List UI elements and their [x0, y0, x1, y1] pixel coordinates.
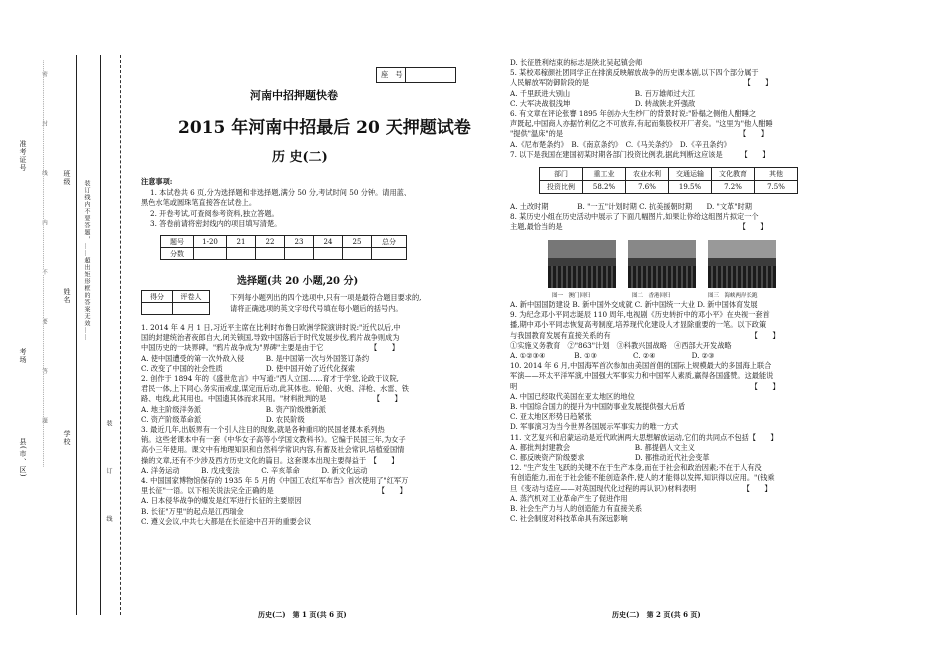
question-line: C. 大军决战很浅坤 D. 转战陕北歼强敌 — [510, 98, 696, 108]
question-line: 操的文章,还有不少涉及西方历史文化的篇目。这套课本出现主要得益于 【 】 — [141, 455, 399, 465]
question-line: 1. 2014 年 4 月 1 日,习近平主席在比利时布鲁日欧洲学院演讲时说:"近代以后,中 — [141, 323, 401, 332]
question-line: 人民解放军防御阶段的是 【 】 — [510, 78, 773, 88]
photo-caption: 图一 澳门回归 — [552, 293, 591, 299]
score-cell[interactable] — [343, 248, 372, 260]
notice-item: 黑色水笔或圆珠笔直接答在试卷上。 — [141, 198, 257, 207]
score-header: 题号 — [161, 236, 194, 248]
question-line: 明 【 】 — [510, 381, 780, 391]
question-line: C. 遵义会议,中共七大都是在长征途中召开的重要会议 — [141, 516, 312, 526]
question-line: A. 蒸汽机对工业革命产生了促进作用 — [510, 493, 628, 503]
binding-label-county: 县(市、区) — [19, 438, 27, 478]
question-line: 有创造能力,而在于社会能不能创造条件,使人的才能得以发挥,知识得以应用。"(钱乘 — [510, 473, 775, 483]
question-line: A. 中国已经取代美国在亚太地区的地位 — [510, 391, 635, 401]
question-line: ①实施义务教育 ②"863"计划 ③科教兴国战略 ④西部大开发战略 — [510, 340, 732, 350]
question-line: C. 都反映资产阶级要求 D. 都推动近代社会变革 — [510, 453, 710, 463]
invest-table — [539, 167, 798, 194]
question-line: 旦《变动与适应——对英国现代化过程的再认识》)材料表明 【 】 — [510, 483, 772, 493]
score-cell[interactable] — [314, 248, 343, 260]
question-line: 4. 中国国家博物馆保存的 1935 年 5 月的《中国工农红军布告》首次使用了"红军万 — [141, 476, 409, 486]
photo-hongkong-return — [628, 240, 696, 288]
photo-caption: 图三 海峡两岸长跑 — [708, 293, 758, 299]
binding-seal-note: ……密……………………封……………………线……………………内……………………不……………………要……………………答……………………题…………………… — [41, 60, 47, 467]
binding-mid-label: 装 订 线 — [105, 420, 112, 542]
score-header: 24 — [314, 236, 343, 248]
score-header: 21 — [227, 236, 256, 248]
page-title: 2015 年河南中招最后 20 天押题试卷 — [178, 118, 471, 138]
section-instruction: 下列每小题列出的四个选项中,只有一项是最符合题目要求的, — [230, 293, 422, 302]
binding-label-name: 姓名 — [63, 288, 71, 304]
invest-cell: 7.2% — [712, 181, 755, 194]
question-line: 军演——环太平洋军演,中国强大军事实力和中国军人素质,赢得各国盛赞。这最能说 — [510, 371, 774, 381]
score-table — [160, 235, 407, 260]
subject-title: 历 史(二) — [272, 150, 328, 165]
brand-title: 河南中招押题快卷 — [250, 89, 338, 102]
score-header: 总分 — [372, 236, 407, 248]
question-line: 中国历史的一块界碑。"鸦片战争成为"界碑"主要是由于它 【 】 — [141, 343, 399, 353]
score-header: 1-20 — [194, 236, 227, 248]
left-questions — [141, 323, 409, 527]
question-line: B. 长征"万里"的起点是江西瑞金 — [141, 506, 244, 516]
question-line: 10. 2014 年 6 月,中国海军首次参加由美国首倡的国际上规模最大的多国海上联合 — [510, 361, 772, 371]
score-header: 25 — [343, 236, 372, 248]
invest-cell: 投资比例 — [540, 181, 583, 194]
question-line: 11. 文艺复兴和启蒙运动是近代欧洲两大思想解放运动,它们的共同点不包括【 】 — [510, 432, 778, 442]
score-cell[interactable] — [372, 248, 407, 260]
question-line: 6. 有文章在评论张謇 1895 年创办大生纱厂的背景时说:"卧榻之侧他人酣睡之 — [510, 109, 757, 119]
binding-line-3 — [120, 55, 121, 615]
binding-label-school: 学校 — [63, 430, 71, 446]
question-line: A. 地主阶级洋务派 B. 资产阶级维新派 — [141, 404, 326, 414]
question-line: 声既起,中国商人亦据竹利亿之不可放弃,有起而集股权开厂者矣。"这里为"他人酣睡 — [510, 119, 773, 129]
score-header: 22 — [256, 236, 285, 248]
question-line: C. 改变了中国的社会性质 D. 使中国开始了近代化探索 — [141, 363, 355, 373]
question-line: C. 社会制度对科技革命具有深远影响 — [510, 514, 628, 524]
question-line: 销。这些老课本中有一套《中华女子高等小学国文教科书》。它编于民国三年,为女子 — [141, 435, 406, 445]
right-questions-top — [510, 58, 773, 160]
photo-cross-strait-run — [708, 240, 776, 288]
binding-instruction: 装订线内不要答题，……超出矩形框的答案无效…… — [83, 180, 90, 341]
invest-header: 重工业 — [583, 168, 626, 181]
score-cell[interactable] — [227, 248, 256, 260]
section-instruction: 请将正确选项的英文字母代号填在每小题后的括号内。 — [230, 304, 403, 313]
question-line: 里长征"一语。以下相关说法完全正确的是 【 】 — [141, 486, 407, 496]
invest-header: 交通运输 — [669, 168, 712, 181]
grader-table — [141, 290, 210, 315]
invest-cell: 7.5% — [755, 181, 798, 194]
invest-header: 文化教育 — [712, 168, 755, 181]
grader-cell[interactable] — [173, 303, 210, 315]
notice-heading: 注意事项: — [141, 177, 173, 186]
score-cell[interactable] — [285, 248, 314, 260]
question-line: 2. 创作于 1894 年的《盛世危言》中写道:"西人立国……育才于学堂,论政于议院, — [141, 374, 399, 384]
grader-header: 得分 — [142, 291, 173, 303]
binding-label-exam-no: 准考证号 — [19, 140, 27, 172]
question-line: A. 使中国遭受的第一次外敌入侵 B. 是中国第一次与外国签订条约 — [141, 353, 370, 363]
question-line: A. 洋务运动 B. 戊戌变法 C. 辛亥革命 D. 新文化运动 — [141, 465, 368, 475]
seat-divider — [405, 68, 406, 82]
right-questions-bottom — [510, 300, 780, 524]
binding-label-room: 考场 — [19, 348, 27, 364]
question-line: 3. 最近几年,出版界有一个引人注目的现象,就是各种重印的民国老课本系列热 — [141, 425, 385, 435]
section-title: 选择题(共 20 小题,20 分) — [237, 276, 359, 287]
right-questions-mid — [510, 202, 767, 233]
invest-cell: 7.6% — [626, 181, 669, 194]
score-cell[interactable] — [256, 248, 285, 260]
question-line: B. 中国综合国力的提升为中国防事业发展提供强大后盾 — [510, 402, 686, 412]
page-footer-right: 历史(二) 第 2 页(共 6 页) — [612, 610, 701, 619]
grader-cell[interactable] — [142, 303, 173, 315]
question-line: A. 土改时期 B. "一五"计划时期 C. 抗美援朝时期 D. "文革"时期 — [510, 202, 752, 211]
question-line: 9. 为纪念邓小平同志诞辰 110 周年,电视剧《历史转折中的邓小平》在央视一套首 — [510, 310, 770, 320]
question-line: D. 长征胜利结束的标志是陕北吴起镇会师 — [510, 58, 643, 67]
binding-label-class: 班级 — [63, 170, 71, 186]
question-line: 5. 某校邓稼颜社团同学正在排演反映解放战争的历史课本剧,以下四个部分属于 — [510, 68, 759, 78]
binding-line-1 — [76, 55, 77, 615]
score-header: 23 — [285, 236, 314, 248]
notice-item: 3. 答卷前请将密封线内的项目填写清楚。 — [150, 219, 282, 228]
question-line: D. 军事演习为当今世界各国展示军事实力的唯一方式 — [510, 422, 679, 432]
invest-header: 农业水利 — [626, 168, 669, 181]
question-line: 播,期中邓小平同志恢复高考制度,培养现代化建设人才显除重要的一笔。以下政策 — [510, 320, 767, 330]
question-line: 路、电线,此其用也。中国遗其体而求其用。"材料批判的是 【 】 — [141, 394, 402, 404]
invest-cell: 19.5% — [669, 181, 712, 194]
question-line: A. 日本侵华战争的爆发是红军进行长征的主要原因 — [141, 496, 302, 506]
photo-macau-return — [548, 240, 616, 288]
seat-box[interactable] — [376, 67, 456, 83]
invest-header: 其他 — [755, 168, 798, 181]
score-cell[interactable] — [194, 248, 227, 260]
question-line: 高小三年使用。课文中有地理知识和自然科学常识内容,有蓄及社会常识,培植爱国情 — [141, 445, 405, 455]
question-line: "提供"温床"的是 【 】 — [510, 129, 768, 139]
question-line: A.《尼布楚条约》 B.《南京条约》 C.《马关条约》 D.《辛丑条约》 — [510, 139, 731, 149]
binding-line-2 — [100, 55, 101, 615]
question-line: 国的封建统治者夜郎自大,闭关锁国,导致中国落后于时代发展步伐,鸦片战争则成为 — [141, 333, 400, 343]
question-line: A. 千里跃进大别山 B. 百万雄师过大江 — [510, 88, 695, 98]
notice-item: 2. 开卷考试,可查阅参考资料,独立答题。 — [150, 209, 279, 218]
score-row-label: 分数 — [161, 248, 194, 260]
question-line: 8. 某历史小组在历史活动中展示了下面几幅图片,如果让你给这组图片拟定一个 — [510, 212, 759, 222]
question-line: A. 新中国国防建设 B. 新中国外交成就 C. 新中国统一大业 D. 新中国体育发展 — [510, 300, 758, 309]
invest-header: 部门 — [540, 168, 583, 181]
invest-cell: 58.2% — [583, 181, 626, 194]
question-line: 7. 以下是我国在建国初某时期各部门投资比例表,据此判断这应该是 【 】 — [510, 149, 770, 159]
grader-header: 评卷人 — [173, 291, 210, 303]
photo-caption: 图二 香港回归 — [632, 293, 671, 299]
seat-label: 座 号 — [381, 70, 403, 79]
question-line: C. 资产阶级革命派 D. 农民阶级 — [141, 414, 305, 424]
page-footer-left: 历史(二) 第 1 页(共 6 页) — [258, 610, 347, 619]
question-line: 与我国教育发展有直接关系的有 【 】 — [510, 330, 780, 340]
question-line: B. 社会生产力与人的创造能力有直接关系 — [510, 504, 643, 514]
notice-item: 1. 本试卷共 6 页,分为选择题和非选择题,满分 50 分,考试时间 50 分钟。请用蓝、 — [150, 188, 412, 197]
question-line: A. ①②③④ B. ①③ C. ②④ D. ②③ — [510, 351, 715, 361]
question-line: 主题,最恰当的是 【 】 — [510, 222, 768, 232]
question-line: C. 亚太地区形势日趋紧张 — [510, 412, 592, 422]
question-line: 君民一体,上下同心,务实而戒虚,谋定而后动,此其体也。轮船、火炮、洋枪、水雷、铁 — [141, 384, 409, 394]
question-line: A. 都批判封建教会 B. 都提倡人文主义 — [510, 442, 695, 452]
question-line: 12. "生产发生飞跃的关键不在于生产本身,而在于社会和政治因素;不在于人有没 — [510, 463, 762, 473]
